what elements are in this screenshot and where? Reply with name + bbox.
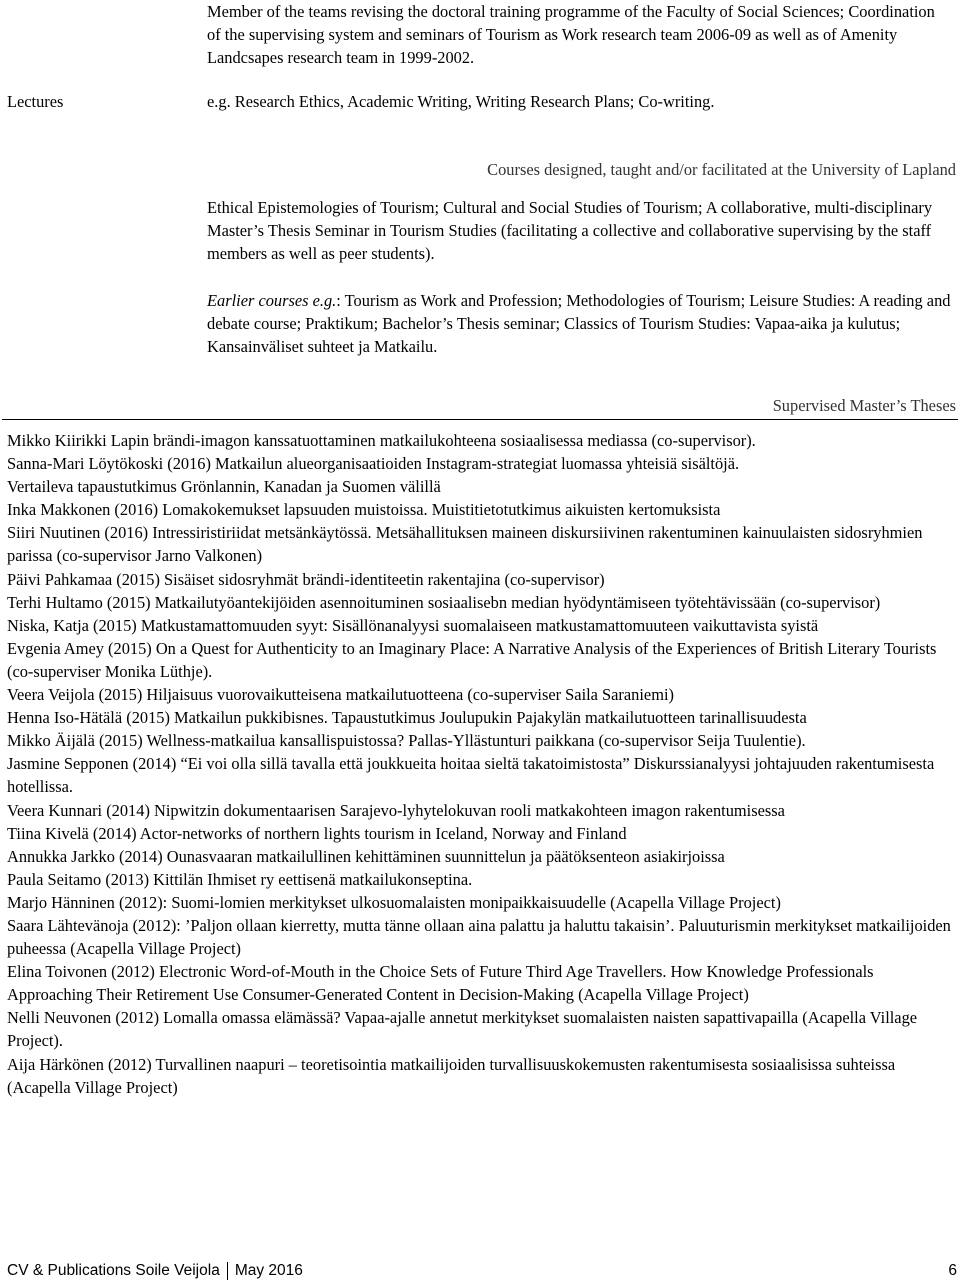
page-footer <box>7 1259 957 1283</box>
earlier-courses-paragraph <box>207 289 955 358</box>
lectures-text: e.g. Research Ethics, Academic Writing, Writing Research Plans; Co-writing. <box>207 92 715 111</box>
list-item: Inka Makkonen (2016) Lomakokemukset lapsuuden muistoissa. Muistitietotutkimus aikuisten kertomuksista <box>7 500 721 520</box>
lectures-label: Lectures <box>7 92 64 111</box>
footer-document-title: CV & Publications Soile Veijola <box>7 1262 220 1279</box>
list-item: Veera Veijola (2015) Hiljaisuus vuorovaikutteisena matkailutuotteena (co-superviser Saila Saraniemi) <box>7 685 674 705</box>
list-item: Nelli Neuvonen (2012) Lomalla omassa elämässä? Vapaa-ajalle annetut merkitykset suomalaisten naisten sapattivapailla (Acapella Village Project). <box>7 1008 918 1051</box>
list-item: Siiri Nuutinen (2016) Intressiristiriidat metsänkäytössä. Metsähallituksen maineen diskursiivinen rakentuminen kainuulaisten sidosryhmien parissa (co-supervisor Jarno Valkonen) <box>7 523 923 566</box>
supervised-theses-list <box>7 429 957 1099</box>
list-item: Vertaileva tapaustutkimus Grönlannin, Kanadan ja Suomen välillä <box>7 477 441 497</box>
list-item: Tiina Kivelä (2014) Actor-networks of northern lights tourism in Iceland, Norway and Finland <box>7 823 627 843</box>
footer-separator <box>227 1262 228 1280</box>
list-item: Jasmine Sepponen (2014) “Ei voi olla sillä tavalla että joukkueita hoitaa sieltä takatoimistosta” Diskurssianalyysi johtajuuden rakentumisesta hotellissa. <box>7 754 935 797</box>
list-item: Veera Kunnari (2014) Nipwitzin dokumentaarisen Sarajevo-lyhytelokuvan rooli matkakohteen imagon rakentumisessa <box>7 800 785 820</box>
supervised-theses-heading: Supervised Master’s Theses <box>772 396 956 415</box>
earlier-courses-label: Earlier courses e.g. <box>207 291 337 310</box>
list-item: Päivi Pahkamaa (2015) Sisäiset sidosryhmät brändi-identiteetin rakentajina (co-supervisor) <box>7 569 605 589</box>
list-item: Saara Lähtevänoja (2012): ’Paljon ollaan kierretty, mutta tänne ollaan aina palattu ja haluttu takaisin’. Paluuturismin merkitykset matkailijoiden puheessa (Acapella Village Project) <box>7 915 951 959</box>
list-item: Elina Toivonen (2012) Electronic Word-of-Mouth in the Choice Sets of Future Third Age Travellers. How Knowledge Professionals Approaching Their Retirement Use Consumer-Generated Content in Decision-Making (Acapella Village Project) <box>7 962 874 1005</box>
list-item: Niska, Katja (2015) Matkustamattomuuden syyt: Sisällönanalyysi suomalaiseen matkustamattomuuteen vaikuttavista syistä <box>7 615 819 635</box>
list-item: Mikko Kiirikki Lapin brändi-imagon kanssatuottaminen matkailukohteena sosiaalisessa mediassa (co-supervisor). <box>7 431 756 450</box>
list-item: Evgenia Amey (2015) On a Quest for Authenticity to an Imaginary Place: A Narrative Analysis of the Experiences of British Literary Tourists (co-superviser Monika Lüthje). <box>7 638 937 681</box>
list-item: Aija Härkönen (2012) Turvallinen naapuri – teoretisointia matkailijoiden turvallisuuskokemusten rakentumisesta sosiaalisissa suhteissa (Acapella Village Project) <box>7 1054 896 1097</box>
list-item: Sanna-Mari Löytökoski (2016) Matkailun alueorganisaatioiden Instagram-strategiat luomassa yhteisiä sisältöjä. <box>7 454 740 474</box>
courses-body: Ethical Epistemologies of Tourism; Cultural and Social Studies of Tourism; A collaborative, multi-disciplinary Master’s Thesis Seminar in Tourism Studies (facilitating a collective and collaborative supervising by the staff members as well as peer students). <box>207 198 933 263</box>
footer-date: May 2016 <box>234 1262 303 1279</box>
earlier-courses-text: : Tourism as Work and Profession; Methodologies of Tourism; Leisure Studies: A reading and debate course; Praktikum; Bachelor’s Thesis seminar; Classics of Tourism Studies: Vapaa-aika ja kulutus; Kansainväliset suhteet ja Matkailu. <box>207 291 951 356</box>
list-item: Terhi Hultamo (2015) Matkailutyöantekijöiden asennoituminen sosiaalisebn median hyödyntämiseen työtehtävissään (co-supervisor) <box>7 592 881 612</box>
list-item: Paula Seitamo (2013) Kittilän Ihmiset ry eettisenä matkailukonseptina. <box>7 869 473 889</box>
courses-heading: Courses designed, taught and/or facilitated at the University of Lapland <box>487 160 956 179</box>
list-item: Henna Iso-Hätälä (2015) Matkailun pukkibisnes. Tapaustutkimus Joulupukin Pajakylän matkailutuotteen tarinallisuudesta <box>7 708 807 728</box>
section-divider <box>2 419 958 420</box>
list-item: Marjo Hänninen (2012): Suomi-lomien merkitykset ulkosuomalaisten monipaikkaisuudelle (Acapella Village Project) <box>7 892 781 912</box>
list-item: Mikko Äijälä (2015) Wellness-matkailua kansallispuistossa? Pallas-Yllästunturi paikkana (co-supervisor Seija Tuulentie). <box>7 731 806 751</box>
page-number: 6 <box>948 1262 957 1279</box>
team-membership-paragraph: Member of the teams revising the doctoral training programme of the Faculty of Social Sciences; Coordination of the supervising system and seminars of Tourism as Work research team 2006-09 as well as of Amenity Landcsapes research team in 1999-2002. <box>207 2 935 67</box>
list-item: Annukka Jarkko (2014) Ounasvaaran matkailullinen kehittäminen suunnittelun ja päätöksenteon asiakirjoissa <box>7 846 725 866</box>
